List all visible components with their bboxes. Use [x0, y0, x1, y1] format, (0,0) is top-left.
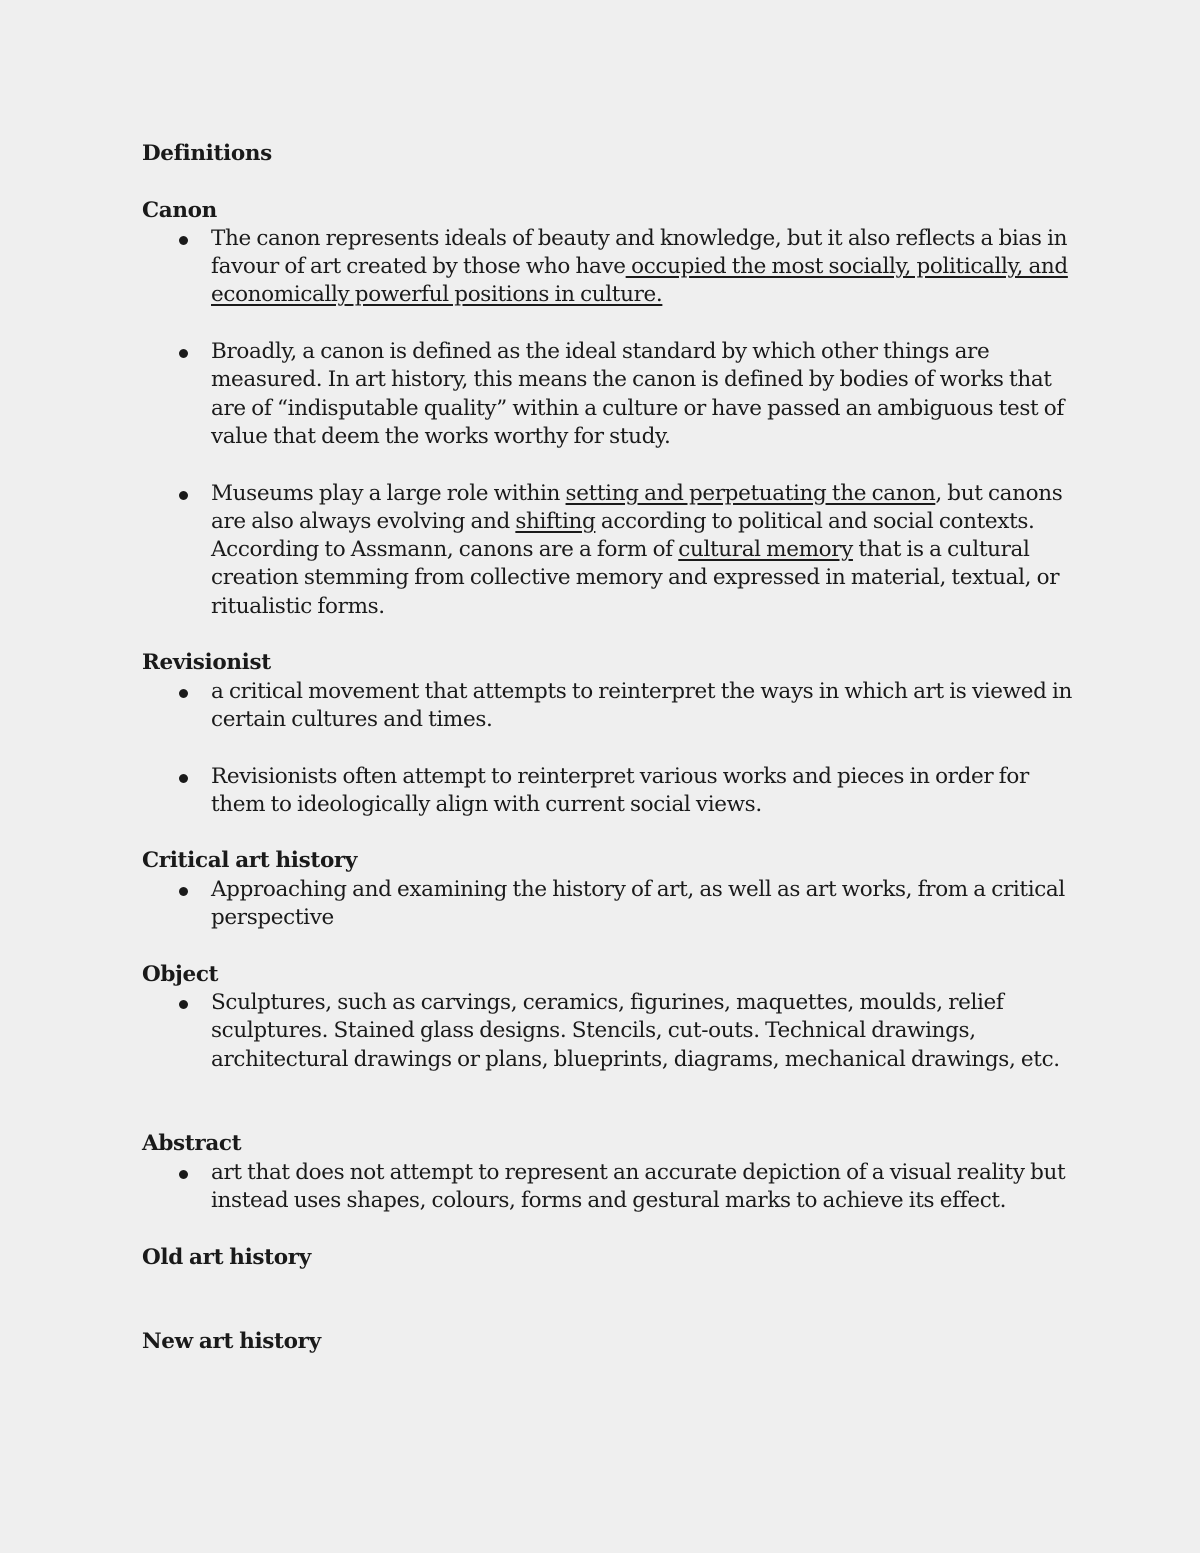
list-item: Sculptures, such as carvings, ceramics, figurines, maquettes, moulds, relief sculptures. Stained glass designs. Stencils, cut-outs. Technical drawings, architectural drawings or plans, blueprints, diagrams, mechanical drawings, etc.: [142, 989, 1072, 1074]
underlined-text: shifting: [515, 508, 596, 534]
section-heading-canon: Canon: [142, 197, 217, 223]
list-item: The canon represents ideals of beauty and knowledge, but it also reflects a bias in favour of art created by those who have occupied the most socially, politically, and economically powerful positions in culture.: [142, 225, 1072, 310]
underlined-text: cultural memory: [678, 537, 853, 563]
bullet-icon: [179, 1000, 188, 1009]
section-heading-abstract: Abstract: [142, 1131, 242, 1157]
bullet-icon: [179, 689, 188, 698]
section-new-art-history: [142, 1328, 1072, 1356]
bullet-icon: [179, 1170, 188, 1179]
section-heading-object: Object: [142, 961, 219, 987]
section-critical-art-history: [142, 847, 1072, 932]
section-revisionist: [142, 649, 1072, 819]
bullet-icon: [179, 236, 188, 245]
bullet-icon: [179, 491, 188, 500]
section-heading-old-art-history: Old art history: [142, 1244, 311, 1270]
document-title: Definitions: [142, 141, 272, 166]
bullet-icon: [179, 349, 188, 358]
list-item: art that does not attempt to represent an accurate depiction of a visual reality but instead uses shapes, colours, forms and gestural marks to achieve its effect.: [142, 1159, 1072, 1216]
bullet-icon: [179, 774, 188, 783]
section-heading-new-art-history: New art history: [142, 1329, 321, 1355]
abstract-list: [142, 1159, 1072, 1216]
section-old-art-history: [142, 1244, 1072, 1272]
list-item: Museums play a large role within setting and perpetuating the canon, but canons are also always evolving and shifting according to political and social contexts. According to Assmann, canons are a form of cultural memory that is a cultural creation stemming from collective memory and expressed in material, textual, or ritualistic forms.: [142, 480, 1072, 621]
canon-list: [142, 225, 1072, 621]
section-canon: [142, 197, 1072, 621]
list-item: Revisionists often attempt to reinterpret various works and pieces in order for them to ideologically align with current social views.: [142, 763, 1072, 820]
list-item: a critical movement that attempts to reinterpret the ways in which art is viewed in certain cultures and times.: [142, 678, 1072, 735]
section-abstract: [142, 1130, 1072, 1215]
underlined-text: occupied the most socially, politically, and economically powerful positions in culture.: [211, 254, 1068, 308]
section-heading-critical-art-history: Critical art history: [142, 848, 358, 874]
object-list: [142, 989, 1072, 1074]
list-item: Broadly, a canon is defined as the ideal standard by which other things are measured. In art history, this means the canon is defined by bodies of works that are of “indisputable quality” within a culture or have passed an ambiguous test of value that deem the works worthy for study.: [142, 338, 1072, 451]
underlined-text: setting and perpetuating the canon: [565, 480, 936, 506]
bullet-icon: [179, 887, 188, 896]
document-body: [142, 140, 1072, 1357]
section-heading-revisionist: Revisionist: [142, 650, 271, 676]
list-item: Approaching and examining the history of art, as well as art works, from a critical perspective: [142, 876, 1072, 933]
critical-list: [142, 876, 1072, 933]
revisionist-list: [142, 678, 1072, 819]
section-object: [142, 961, 1072, 1074]
